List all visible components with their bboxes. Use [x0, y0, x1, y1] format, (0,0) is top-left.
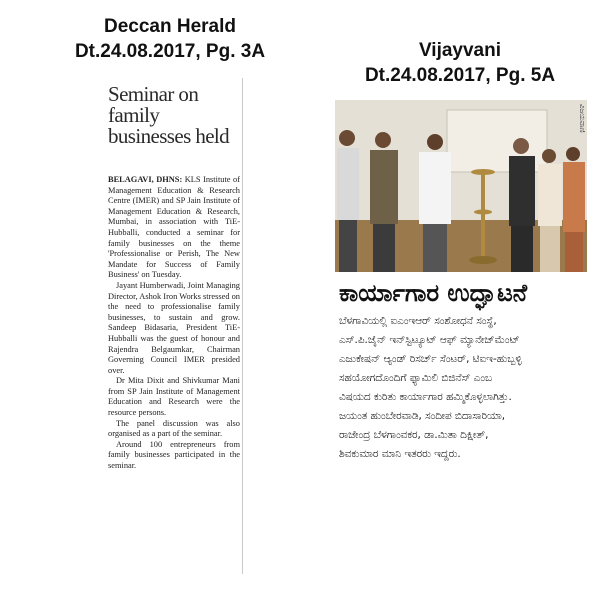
deccan-herald-caption	[40, 14, 300, 64]
deccan-paragraph: Jayant Humberwadi, Joint Managing Director, Ashok Iron Works stressed on the need to professionalise family businesses, to sustain and grow. Sandeep Bidasaria, President TiE-Hubballi was the guest of honour and Rajendra Belgaumkar, Chairman Governing Council IMER presided over.	[108, 280, 240, 375]
vijayvani-article-body	[339, 312, 587, 464]
deccan-paragraph	[108, 175, 240, 281]
deccan-paragraph: Around 100 entrepreneurs from family businesses participated in the seminar.	[108, 439, 240, 471]
vijayvani-headline: ಕಾರ್ಯಾಗಾರ ಉದ್ಘಾಟನೆ	[339, 279, 528, 307]
person-body	[538, 164, 562, 226]
deccan-paragraph: Dr Mita Dixit and Shivkumar Mani from SP Jain Institute of Management Education and Research were the resource persons.	[108, 376, 240, 418]
deccan-herald-clipping	[100, 78, 243, 574]
lamp-base	[469, 256, 497, 264]
person-body	[563, 162, 585, 232]
vijayvani-clipping	[335, 100, 587, 490]
person-legs	[423, 224, 447, 272]
deccan-herald-date: Dt.24.08.2017, Pg. 3A	[74, 41, 266, 62]
person-body	[509, 156, 535, 226]
vijayvani-line: ರಾಜೇಂದ್ರ ಬೆಳಗಾಂವಕರ, ಡಾ.ಮಿತಾ ದಿಕ್ಷೀತ್,	[339, 429, 489, 441]
person-legs	[540, 226, 560, 272]
deccan-headline-line: Seminar on	[108, 82, 199, 106]
vijayvani-line: ವಿಷಯದ ಕುರಿತು ಕಾರ್ಯಾಗಾರ ಹಮ್ಮಿಕೊಳ್ಳಲಾಗಿತ್ತು.	[339, 391, 512, 403]
person-legs	[339, 220, 357, 272]
person-legs	[511, 226, 533, 272]
vijayvani-line: ಎಸ್.ಪಿ.ಜೈನ್ ಇನ್‌ಸ್ಟಿಟ್ಯೂಟ್ ಆಫ್ ಮ್ಯಾನೇಜ್‌ಮೆಂಟ್	[339, 334, 520, 346]
deccan-herald-name: Deccan Herald	[103, 16, 236, 37]
person-head	[339, 130, 355, 146]
deccan-paragraph: The panel discussion was also organised as a part of the seminar.	[108, 418, 240, 439]
event-photo	[335, 100, 587, 272]
lamp-lighting-scene	[335, 100, 587, 272]
person-head	[427, 134, 443, 150]
vijayvani-name: Vijayvani	[418, 40, 502, 61]
person-head	[542, 149, 556, 163]
deccan-headline-line: family	[108, 103, 160, 127]
deccan-dateline: BELAGAVI, DHNS:	[108, 175, 183, 184]
vijayvani-line: ಸಹಯೋಗದೊಂದಿಗೆ ಫ್ಯಾಮಿಲಿ ಬಿಜಿನೆಸ್ ಎಂಬ	[339, 372, 492, 384]
deccan-paragraph-text: KLS Institute of Management Education & Research Centre (IMER) and SP Jain Institute of Management Education & Research, Mumbai, in association with TiE-Hubballi, conducted a seminar for family businesses on the theme 'Professionalise or Perish, The New Mandate for Success of Family Business' on Tuesday.	[108, 175, 240, 280]
deccan-headline	[108, 84, 242, 147]
vijayvani-line: ಎಜುಕೇಷನ್ ಆ್ಯಂಡ್ ರಿಸರ್ಚ್ ಸೆಂಟರ್, ಟಿಐಇ-ಹುಬ್ಬಳ್ಳಿ	[339, 353, 522, 365]
vijayvani-line: ಜಯಂತ ಹುಂಬೇರವಾಡಿ, ಸಂದೀಪ ಬಿದಾಸಾರಿಯಾ,	[339, 410, 506, 422]
deccan-article-body	[108, 175, 240, 472]
person-legs	[565, 232, 583, 272]
vijayvani-line: ಶಿವಕುಮಾರ ಮಾನಿ ಇತರರು ಇದ್ದರು.	[339, 448, 461, 460]
lamp-stand	[481, 170, 485, 260]
person-body	[370, 150, 398, 224]
person-legs	[373, 224, 395, 272]
photo-credit: ವಿಜಯವಾಣಿ	[578, 104, 586, 133]
person-body	[419, 152, 451, 224]
vijayvani-caption	[330, 38, 590, 88]
person-body	[337, 148, 359, 220]
person-head	[375, 132, 391, 148]
deccan-headline-line: businesses held	[108, 124, 230, 148]
lamp-top	[471, 169, 495, 175]
vijayvani-line: ಬೆಳಗಾವಿಯಲ್ಲಿ ಐಎಂಇಆರ್ ಸಂಶೋಧನೆ ಸಂಸ್ಥೆ,	[339, 315, 497, 327]
person-head	[513, 138, 529, 154]
lamp-tier	[474, 210, 492, 215]
vijayvani-date: Dt.24.08.2017, Pg. 5A	[364, 65, 556, 86]
